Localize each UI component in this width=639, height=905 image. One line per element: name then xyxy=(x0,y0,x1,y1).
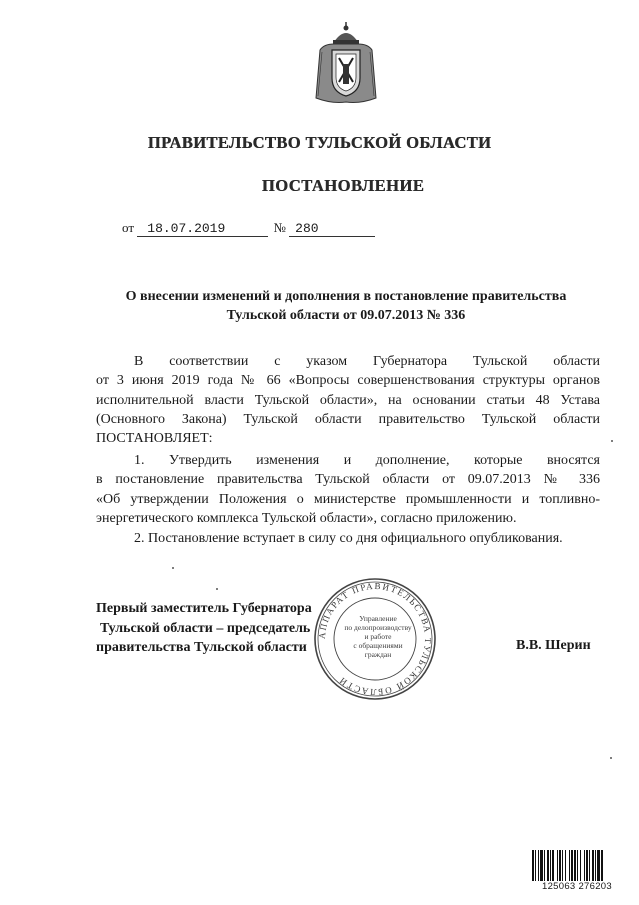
signatory-line: Первый заместитель Губернатора xyxy=(96,601,312,616)
text-line: «Об утверждении Положения о министерстве промышленности и топливно- xyxy=(96,491,600,507)
barcode-bar xyxy=(584,850,585,884)
stamp-line: и работе xyxy=(364,632,392,641)
signatory-title xyxy=(96,599,376,658)
barcode-bar xyxy=(535,850,536,884)
document-subject xyxy=(96,287,596,325)
scan-speck xyxy=(172,567,174,569)
barcode-bar xyxy=(580,850,581,884)
barcode-bar xyxy=(562,850,563,884)
text-line: (Основного Закона) Тульской области правительство Тульской области xyxy=(96,411,600,427)
barcode-bar xyxy=(601,850,603,884)
preamble-paragraph xyxy=(96,352,600,448)
item-2-paragraph xyxy=(96,529,600,548)
barcode-bar xyxy=(574,850,576,884)
barcode-bar xyxy=(532,850,534,884)
barcode-bar xyxy=(589,850,590,884)
text-line: исполнительной власти Тульской области», на основании статьи 48 Устава xyxy=(96,392,600,408)
number-value: 280 xyxy=(289,221,375,237)
number-label: № xyxy=(273,220,286,235)
text-line: в постановление правительства Тульской области от 09.07.2013 № 336 xyxy=(96,472,600,488)
stamp-line: Управление xyxy=(359,614,397,623)
barcode-bar xyxy=(547,850,549,884)
coat-of-arms-emblem xyxy=(314,22,378,106)
signatory-name: В.В. Шерин xyxy=(516,638,591,653)
barcode-bar xyxy=(550,850,551,884)
scan-speck xyxy=(610,757,612,759)
barcode-bar xyxy=(544,850,545,884)
item-1-paragraph xyxy=(96,451,600,528)
barcode-bar xyxy=(557,850,558,884)
barcode-bar xyxy=(538,850,539,884)
subject-line: О внесении изменений и дополнения в постановление правительства xyxy=(125,289,567,304)
text-line: ПОСТАНОВЛЯЕТ: xyxy=(96,431,213,447)
date-value: 18.07.2019 xyxy=(137,221,268,237)
barcode-bar xyxy=(571,850,573,884)
text-line: 2. Постановление вступает в силу со дня официального опубликования. xyxy=(134,531,563,546)
document-meta xyxy=(122,220,375,237)
date-label: от xyxy=(122,220,135,235)
subject-line: Тульской области от 09.07.2013 № 336 xyxy=(226,308,466,323)
scan-speck xyxy=(216,588,218,590)
barcode-bar xyxy=(540,850,543,884)
barcode-bar xyxy=(569,850,570,884)
barcode-bar xyxy=(595,850,596,884)
document-type: ПОСТАНОВЛЕНИЕ xyxy=(261,176,425,195)
scan-speck xyxy=(611,440,613,442)
barcode-bar xyxy=(565,850,566,884)
government-title: ПРАВИТЕЛЬСТВО ТУЛЬСКОЙ ОБЛАСТИ xyxy=(147,133,492,152)
barcode-bar xyxy=(552,850,554,884)
stamp-line: граждан xyxy=(364,650,392,659)
barcode-bar xyxy=(597,850,600,884)
text-line: В соответствии с указом Губернатора Тульской области xyxy=(134,354,600,369)
signatory-line: Тульской области – председатель xyxy=(100,620,311,636)
barcode-number: 125063 276203 xyxy=(529,881,625,892)
barcode-bar xyxy=(586,850,588,884)
barcode-bar xyxy=(559,850,561,884)
barcode-bar xyxy=(577,850,578,884)
stamp-ring-text: АППАРАТ ПРАВИТЕЛЬСТВА ТУЛЬСКОЙ ОБЛАСТИ xyxy=(316,580,434,698)
stamp-line: с обращениями xyxy=(353,641,403,650)
barcode-bar xyxy=(592,850,594,884)
signatory-line: правительства Тульской области xyxy=(96,640,307,655)
text-line: 1. Утвердить изменения и дополнение, которые вносятся xyxy=(134,453,600,468)
text-line: от 3 июня 2019 года № 66 «Вопросы совершенствования структуры органов xyxy=(96,373,600,389)
stamp-line: по делопроизводству xyxy=(344,623,412,632)
text-line: энергетического комплекса Тульской области», согласно приложению. xyxy=(96,510,517,526)
